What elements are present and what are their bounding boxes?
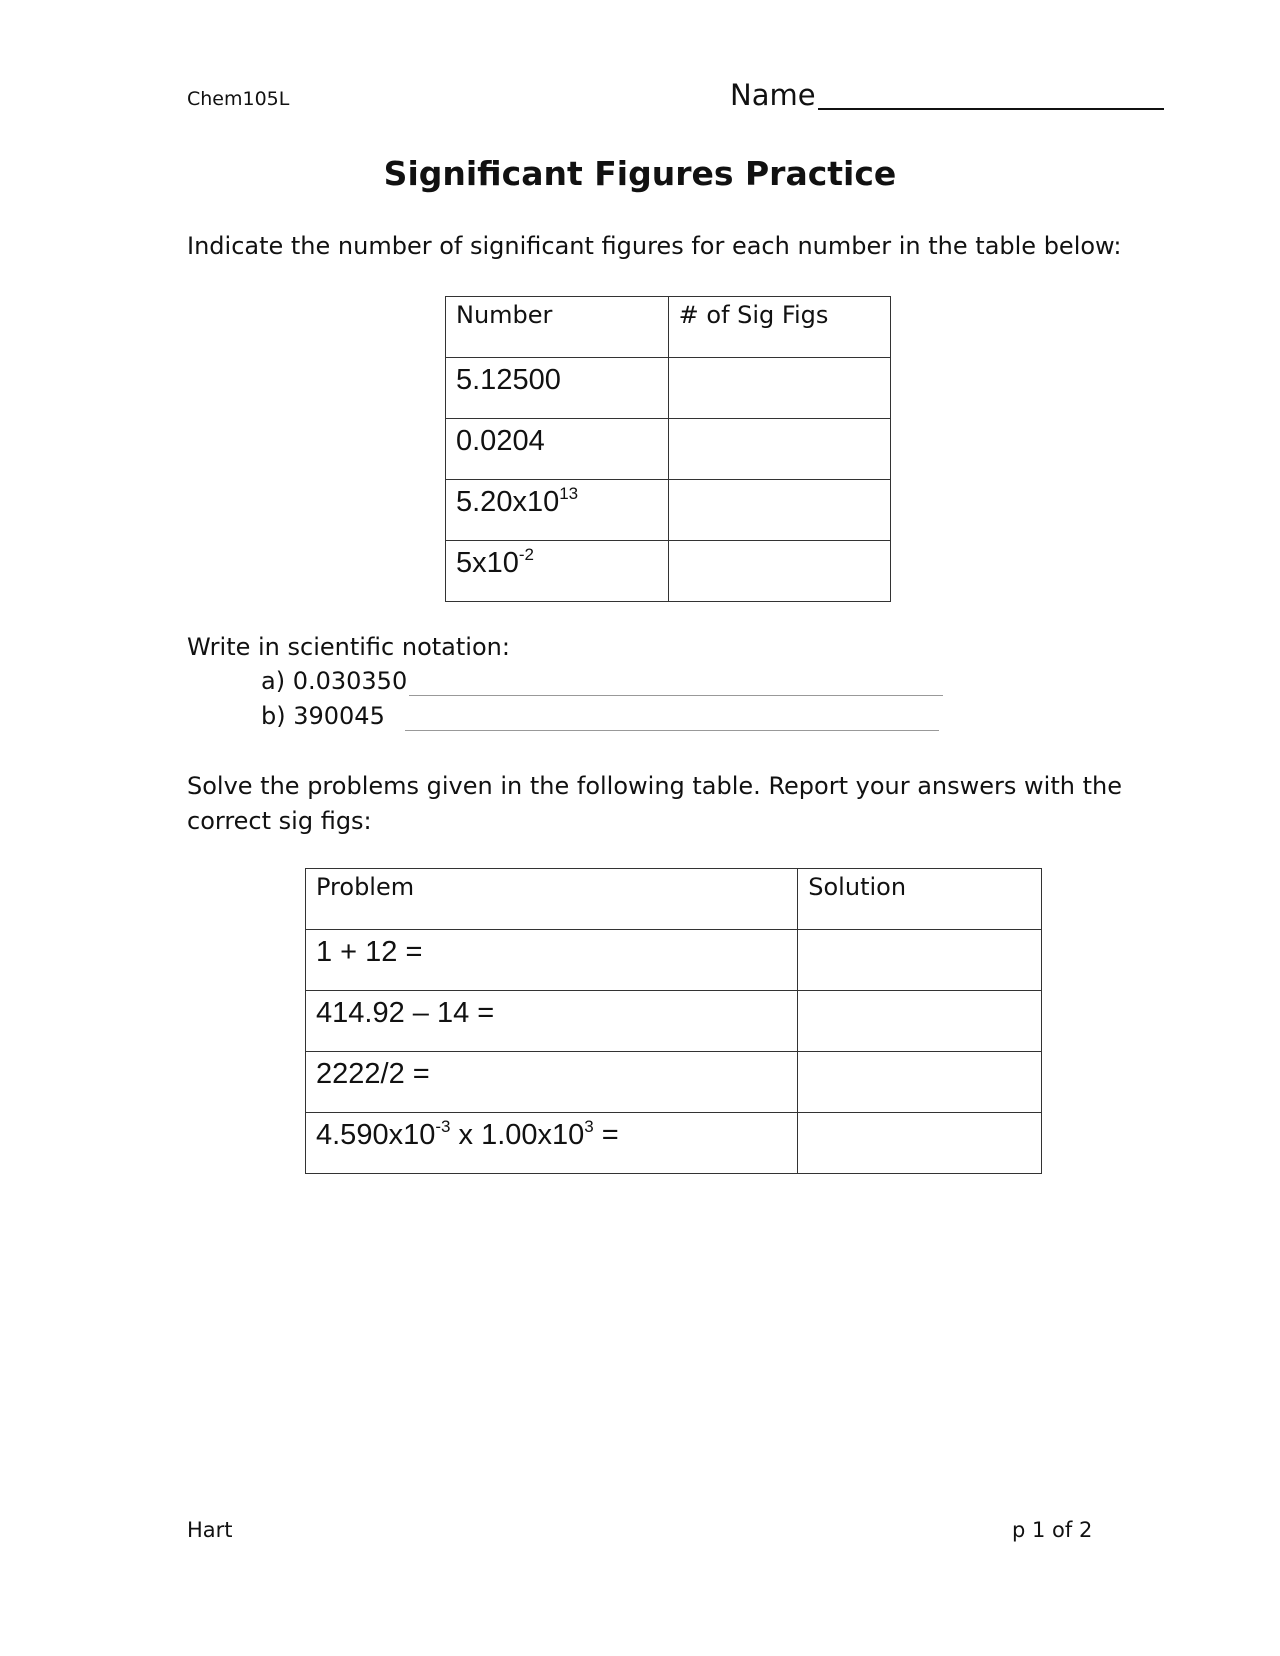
- column-header-problem: Problem: [306, 869, 798, 930]
- problem-cell: [306, 930, 798, 991]
- sigfig-table: [445, 296, 891, 602]
- table-row: [446, 480, 891, 541]
- problem-text: 2222/2 =: [316, 1058, 430, 1090]
- name-blank-line[interactable]: [818, 108, 1164, 110]
- problems-instruction-line2: correct sig figs:: [187, 807, 372, 835]
- notation-instruction: Write in scientific notation:: [187, 633, 510, 661]
- table-row: [306, 1052, 1042, 1113]
- solution-cell[interactable]: [798, 1052, 1042, 1113]
- exponent: 13: [559, 484, 579, 503]
- number-cell: [446, 419, 669, 480]
- problems-instruction-line1: Solve the problems given in the following table. Report your answers with the: [187, 772, 1122, 800]
- table-header-row: [306, 869, 1042, 930]
- notation-item-b: b) 390045: [261, 702, 385, 730]
- problems-table: [305, 868, 1042, 1174]
- table-row: [306, 930, 1042, 991]
- column-header-number: Number: [446, 297, 669, 358]
- column-header-sig-figs: # of Sig Figs: [668, 297, 890, 358]
- notation-answer-line-a[interactable]: [409, 695, 943, 696]
- number-value: 5.12500: [456, 364, 561, 396]
- table-header-row: [446, 297, 891, 358]
- exponent: -2: [518, 545, 535, 564]
- problem-cell: [306, 1113, 798, 1174]
- exponent: 3: [584, 1117, 594, 1136]
- page-title: Significant Figures Practice: [383, 154, 897, 193]
- number-value: 5.20x10: [456, 486, 560, 518]
- answer-cell[interactable]: [668, 419, 890, 480]
- number-cell: [446, 541, 669, 602]
- table-row: [446, 358, 891, 419]
- number-cell: [446, 358, 669, 419]
- problem-text-part3: =: [593, 1119, 619, 1151]
- problem-text: 414.92 – 14 =: [316, 997, 495, 1029]
- table-row: [446, 541, 891, 602]
- course-code: Chem105L: [187, 88, 290, 110]
- solution-cell[interactable]: [798, 991, 1042, 1052]
- answer-cell[interactable]: [668, 480, 890, 541]
- footer-author: Hart: [187, 1518, 233, 1542]
- footer-page-number: p 1 of 2: [1012, 1518, 1093, 1542]
- problem-text-part1: 4.590x10: [316, 1119, 436, 1151]
- column-header-solution: Solution: [798, 869, 1042, 930]
- name-label: Name: [730, 78, 816, 112]
- number-value: 5x10: [456, 547, 519, 579]
- answer-cell[interactable]: [668, 541, 890, 602]
- problem-text-part2: x 1.00x10: [450, 1119, 585, 1151]
- sigfig-instruction: Indicate the number of significant figures for each number in the table below:: [187, 232, 1122, 260]
- solution-cell[interactable]: [798, 1113, 1042, 1174]
- table-row: [306, 991, 1042, 1052]
- problem-cell: [306, 991, 798, 1052]
- notation-answer-line-b[interactable]: [405, 730, 939, 731]
- answer-cell[interactable]: [668, 358, 890, 419]
- table-row: [306, 1113, 1042, 1174]
- number-value: 0.0204: [456, 425, 545, 457]
- problem-text: 1 + 12 =: [316, 936, 423, 968]
- problem-cell: [306, 1052, 798, 1113]
- exponent: -3: [435, 1117, 451, 1136]
- notation-item-a: a) 0.030350: [261, 667, 408, 695]
- number-cell: [446, 480, 669, 541]
- table-row: [446, 419, 891, 480]
- solution-cell[interactable]: [798, 930, 1042, 991]
